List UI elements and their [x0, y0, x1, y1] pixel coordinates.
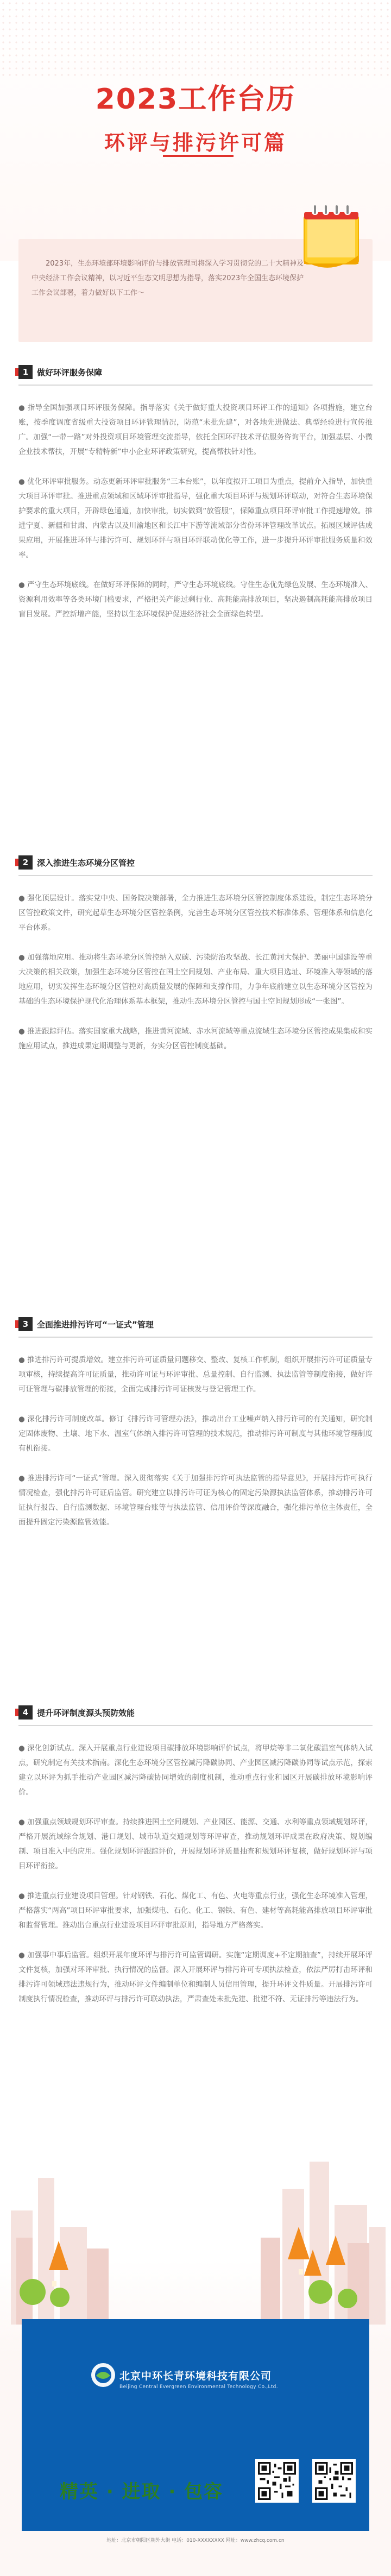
- decorative-dots: [0, 0, 391, 76]
- paragraph: ● 深化创新试点。深入开展重点行业建设项目碳排放环境影响评价试点，将甲烷等非二氧化碳温室气体纳入试点，研究制定有关技术指南。深化生态环境分区管控减污降碳协同、产业园区减污降碳协同等试点示范，探索建立以环评为抓手推动产业园区减污降碳协同增效的制度机制，推动重点行业和园区开展碳排放环境影响评价。: [18, 1744, 373, 1797]
- section-title: 全面推进排污许可“一证式”管理: [37, 1319, 154, 1330]
- paragraph: ● 推进排污许可提质增效。建立排污许可证质量问题移交、整改、复核工作机制，组织开展排污许可证质量专项审核，持续提高许可证质量，推动许可证与环评审批、总量控制、自行监测、执法监管等制度衔接，做好许可证管理与碳排放管理的衔接，全面完成排污许可证核发与登记管理工作。: [18, 1356, 373, 1394]
- page-title: 2023工作台历: [95, 83, 296, 116]
- paragraph: ● 推进排污许可“一证式”管理。深入贯彻落实《关于加强排污许可执法监管的指导意见》，开展排污许可执行情况检查，强化排污许可证后监管。研究建立以排污许可证为核心的固定污染源执法监管体系，推动排污许可证执行报告、自行监测数据、环境管理台账等与执法监管、信用评价等深度融合，强化排污单位主体责任，全面提升固定污染源监管效能。: [18, 1474, 373, 1527]
- section-header: [18, 1700, 373, 1726]
- section-title: 做好环评服务保障: [37, 367, 103, 377]
- section-title: 深入推进生态环境分区管控: [37, 858, 135, 868]
- qr-code-icon: [312, 2459, 356, 2503]
- paragraph: ● 推进重点行业建设项目管理。针对钢铁、石化、煤化工、有色、火电等重点行业，强化生态环境准入管理，严格落实“两高”项目环评审批要求，加强煤电、石化、化工、钢铁、有色、建材等高耗能高排放项目环评审批和监督管理。推动出台重点行业建设项目环评审批原则，指导地方严格落实。: [18, 1892, 373, 1930]
- paragraph: ● 严守生态环境底线。在做好环评保障的同时，严守生态环境底线。守住生态优先绿色发展、生态环境准入、资源利用效率等各类环境门槛要求，严格把关产能过剩行业、高耗能高排放项目，坚决遏制高耗能高排放项目盲目发展。严控新增产能，坚持以生态环境保护促进经济社会全面绿色转型。: [18, 581, 373, 619]
- footer-contact-text: 地址：北京市朝阳区朝外大街 电话：010-XXXXXXXX 网址：www.zhcq.com.cn: [106, 2538, 285, 2543]
- section-number: 3: [18, 1317, 33, 1331]
- section-header: [18, 850, 373, 876]
- paragraph: ● 加强事中事后监管。组织开展年度环评与排污许可监管调研。实施“定期调度+不定期抽查”，持续开展环评文件复核，加强对环评审批、执行情况的监督。深入开展环评与排污许可专项执法检查，依法严厉打击环评和排污许可领域违法违规行为，推动环评文件编制单位和编制人员信用管理，提升环评文件质量。开展排污许可制度执行情况检查，推动环评与排污许可联动执法，严肃查处未批先建、批建不符、无证排污等违法行为。: [18, 1951, 373, 2004]
- paragraph: ● 指导全国加强项目环评服务保障。指导落实《关于做好重大投资项目环评工作的通知》各项措施，建立台账，按季度调度省级重大投资项目环评管理情况，防范“未批先建”，对各地先进做法、典型经验进行宣传推广。加强“一带一路”对外投资项目环境管理交流指导，依托全国环评技术评估服务咨询平台，加强基层、小微企业技术帮扶，开展“专精特新”中小企业环评政策研究，提高帮扶针对性。: [18, 404, 373, 456]
- section-title: 提升环评制度源头预防效能: [37, 1708, 135, 1718]
- paragraph: ● 推进跟踪评估。落实国家重大战略，推进黄河流域、赤水河流域等重点流域生态环境分区管控成果集成和实施应用试点，推进成果定期调整与更新，夯实分区管控制度基础。: [18, 1027, 373, 1050]
- paragraph: ● 优化环评审批服务。动态更新环评审批服务“三本台账”，以年度拟开工项目为重点，提前介入指导，加快重大项目环评审批。推进重点领域和区域环评审批指导，强化重大项目环评与规划环评联动，对符合生态环境保护要求的重大项目，开辟绿色通道，加快审批，切实做到“放管服”，保障重点项目环评审批工作提速增效。推进宁夏、新疆和甘肃、内蒙古以及川渝地区和长江中下游等流域部分省份环评管理改革试点。拓展区域评估成果应用，开展推进环评与排污许可、规划环评与项目环评联动优化等工作，进一步提升环评审批服务质量和效率。: [18, 477, 373, 559]
- section-4: [18, 1700, 373, 2007]
- subtitle-underline: [163, 155, 234, 157]
- page-subtitle: 环评与排污许可篇: [104, 130, 287, 155]
- paragraph: ● 强化顶层设计。落实党中央、国务院决策部署，全力推进生态环境分区管控制度体系建设，制定生态环境分区管控政策文件，研究起草生态环境分区管控条例，完善生态环境分区管控技术标准体系、管理体系和信息化平台体系。: [18, 894, 373, 932]
- company-slogan: 精英 · 进取 · 包容: [60, 2481, 224, 2503]
- section-header: [18, 360, 373, 386]
- section-number: 4: [18, 1705, 33, 1720]
- section-1: [18, 360, 373, 622]
- section-2: [18, 850, 373, 1054]
- company-name-english: Beijing Central Evergreen Environmental Technology Co.,Ltd.: [119, 2384, 278, 2390]
- company-logo-icon: [90, 2361, 117, 2389]
- intro-text: 2023年，生态环境部环境影响评价与排放管理司将深入学习贯彻党的二十大精神及中央经济工作会议精神，以习近平生态文明思想为指导，落实2023年全国生态环境保护工作会议部署，着力做好以下工作～: [31, 260, 304, 297]
- section-3: [18, 1312, 373, 1530]
- paragraph: ● 加强落地应用。推动将生态环境分区管控纳入双碳、污染防治攻坚战、长江黄河大保护、美丽中国建设等重大决策的相关政策，加强生态环境分区管控在国土空间规划、产业布局、重大项目选址、环境准入等领域的落地应用，切实发挥生态环境分区管控对高质量发展的保障和支撑作用，力争年底前建立以生态环境分区管控为基础的生态环境保护现代化治理体系基本框架，推动生态环境分区管控与国土空间规划形成“一张图”。: [18, 953, 373, 1006]
- paragraph: ● 加强重点领域规划环评审查。持续推进国土空间规划、产业园区、能源、交通、水利等重点领域规划环评，严格开展流域综合规划、港口规划、城市轨道交通规划等环评审查，推动规划环评成果在政府决策、规划编制、项目准入中的应用。强化规划环评跟踪评价，开展规划环评质量抽查和规划环评复核，做好规划环评与项目环评衔接。: [18, 1818, 373, 1870]
- section-number: 2: [18, 855, 33, 870]
- section-number: 1: [18, 365, 33, 379]
- calendar-icon: [293, 196, 369, 277]
- company-name: 北京中环长青环境科技有限公司: [119, 2370, 272, 2382]
- qr-code-icon: [255, 2459, 299, 2503]
- city-skyline-illustration: [0, 2096, 391, 2325]
- section-header: [18, 1312, 373, 1338]
- paragraph: ● 深化排污许可制度改革。修订《排污许可管理办法》，推动出台工业噪声纳入排污许可的有关通知，研究制定固体废物、土壤、地下水、温室气体纳入排污许可管理的技术规范，推动排污许可制度与其他环境管理制度有机衔接。: [18, 1415, 373, 1453]
